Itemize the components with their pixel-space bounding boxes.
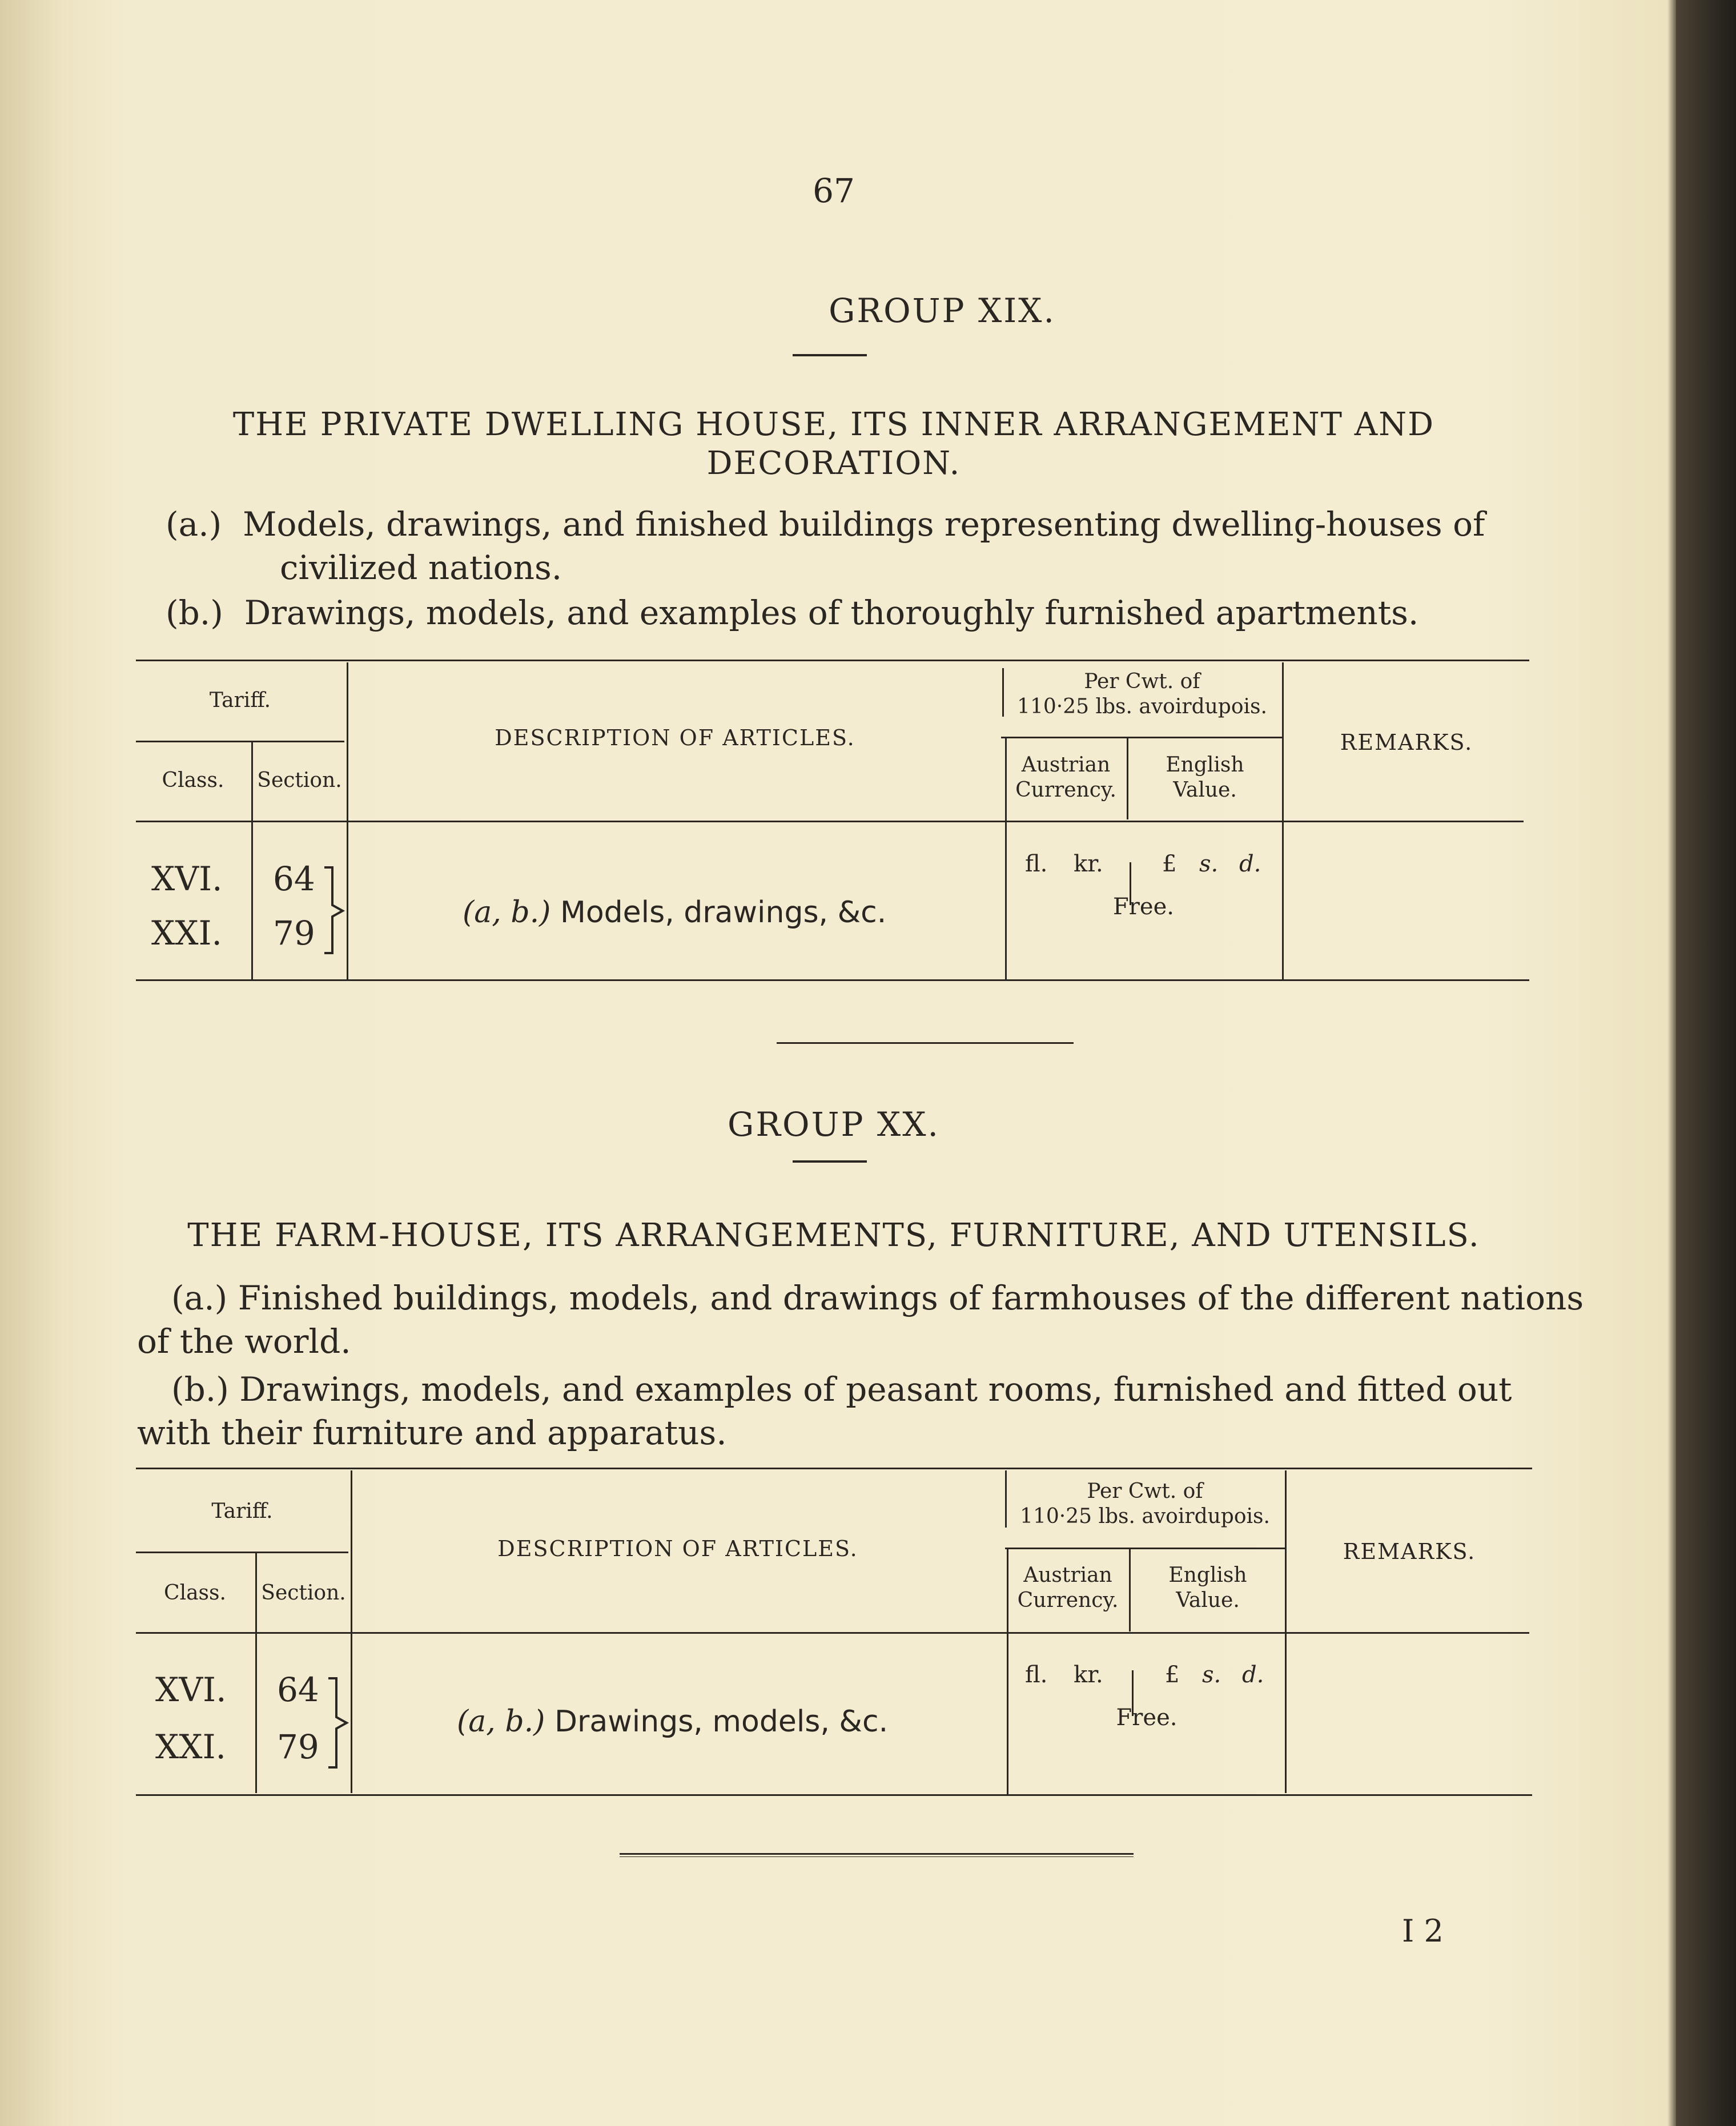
per-cwt-header (1005, 1479, 1285, 1529)
rate-value: Free. (1116, 1705, 1178, 1731)
pound-unit: £ (1165, 1662, 1180, 1688)
end-divider (620, 1853, 1134, 1855)
florin-unit: fl. (1025, 1662, 1048, 1688)
section-header: Section. (261, 1581, 346, 1605)
section-value: 64 (277, 1670, 319, 1709)
section-value: 79 (277, 1727, 319, 1766)
group-xx-heading: THE FARM-HOUSE, ITS ARRANGEMENTS, FURNITURE, AND UTENSILS. (187, 1217, 1480, 1254)
item-text: civilized nations. (280, 548, 562, 587)
section-value: 79 (273, 914, 315, 953)
table-rule (136, 660, 1529, 661)
row-description (463, 895, 886, 930)
table-col-line (1282, 662, 1284, 979)
table-col-line (1285, 1470, 1287, 1793)
florin-unit: fl. (1025, 851, 1048, 877)
tariff-header: Tariff. (211, 1500, 273, 1523)
header-line: Austrian (1021, 753, 1111, 777)
per-cwt-line: Per Cwt. of (1087, 1480, 1203, 1503)
group-xx-item-b (137, 1368, 1542, 1454)
table-rule (136, 741, 344, 742)
group-xix-item-a (166, 503, 1536, 589)
signature-mark: I 2 (1402, 1913, 1444, 1949)
table-rule (136, 1794, 1532, 1796)
item-label: (b.) (171, 1370, 229, 1409)
header-line: Austrian (1023, 1564, 1112, 1587)
item-text: of the world. (137, 1322, 351, 1361)
per-cwt-header (1002, 669, 1282, 720)
header-line: Currency. (1015, 778, 1116, 802)
class-value: XXI. (151, 914, 222, 953)
item-text: Drawings, models, and examples of peasant rooms, furnished and fitted out (239, 1370, 1512, 1409)
pound-unit: £ (1162, 851, 1177, 877)
class-value: XXI. (155, 1727, 226, 1766)
heading-line: THE PRIVATE DWELLING HOUSE, ITS INNER ARRANGEMENT AND (232, 406, 1435, 443)
header-line: English (1168, 1564, 1247, 1587)
remarks-header: REMARKS. (1343, 1539, 1476, 1564)
shilling-unit: s. (1199, 851, 1219, 877)
row-desc-label: (a, b.) (463, 895, 551, 930)
per-cwt-line: 110·25 lbs. avoirdupois. (1020, 1505, 1270, 1528)
section-divider (777, 1042, 1074, 1044)
shilling-unit: s. (1202, 1662, 1221, 1688)
row-desc-text: Drawings, models, &c. (554, 1705, 889, 1739)
book-gutter (0, 0, 69, 2126)
table-rule (136, 821, 1524, 822)
table-rule (1005, 1548, 1286, 1549)
description-header: DESCRIPTION OF ARTICLES. (497, 1536, 858, 1561)
class-value: XVI. (155, 1670, 227, 1709)
header-line: English (1166, 753, 1244, 777)
item-text: Drawings, models, and examples of thoroughly furnished apartments. (244, 593, 1419, 632)
item-label: (b.) (166, 593, 223, 632)
item-label: (a.) (166, 505, 222, 544)
austrian-currency-header (1007, 1563, 1129, 1613)
description-header: DESCRIPTION OF ARTICLES. (495, 725, 855, 750)
section-brace (324, 1676, 352, 1770)
section-value: 64 (273, 859, 315, 898)
table-rule (136, 1468, 1532, 1469)
table-rule (136, 979, 1529, 981)
row-description (457, 1705, 888, 1739)
group-xix-item-b (166, 591, 1536, 634)
header-line: Value. (1173, 778, 1237, 802)
class-value: XVI. (151, 859, 223, 898)
english-value-header (1131, 1563, 1285, 1613)
row-desc-label: (a, b.) (457, 1705, 545, 1739)
heading-line: DECORATION. (706, 445, 961, 482)
pence-unit: d. (1242, 1662, 1264, 1688)
page-number: 67 (813, 171, 855, 210)
pence-unit: d. (1239, 851, 1261, 877)
class-header: Class. (164, 1581, 226, 1605)
rate-value: Free. (1113, 894, 1174, 920)
item-text: Models, drawings, and finished buildings representing dwelling-houses of (243, 505, 1485, 544)
table-rule (136, 1632, 1529, 1634)
kreuzer-unit: kr. (1074, 1662, 1103, 1688)
item-label: (a.) (171, 1279, 228, 1317)
group-xix-heading (137, 405, 1530, 483)
kreuzer-unit: kr. (1074, 851, 1103, 877)
class-header: Class. (162, 769, 224, 792)
header-line: Currency. (1017, 1589, 1119, 1612)
end-divider (620, 1856, 1134, 1857)
english-value-header (1128, 753, 1282, 803)
table-rule (136, 1552, 348, 1553)
table-rule (1001, 737, 1282, 738)
item-text: Finished buildings, models, and drawings of farmhouses of the different nations (238, 1279, 1584, 1317)
book-edge (1676, 0, 1736, 2126)
row-desc-text: Models, drawings, &c. (560, 895, 887, 930)
section-brace (320, 865, 348, 957)
remarks-header: REMARKS. (1340, 730, 1473, 755)
per-cwt-line: 110·25 lbs. avoirdupois. (1017, 695, 1267, 718)
austrian-currency-header (1005, 753, 1127, 803)
item-text: with their furniture and apparatus. (137, 1413, 727, 1452)
title-rule (793, 1160, 867, 1163)
per-cwt-line: Per Cwt. of (1084, 670, 1200, 693)
header-line: Value. (1176, 1589, 1240, 1612)
group-xx-title: GROUP XX. (728, 1105, 940, 1144)
group-xx-item-a (137, 1276, 1584, 1363)
section-header: Section. (257, 769, 342, 792)
group-xix-title: GROUP XIX. (829, 291, 1056, 330)
title-rule (793, 354, 867, 356)
tariff-header: Tariff. (209, 689, 271, 712)
